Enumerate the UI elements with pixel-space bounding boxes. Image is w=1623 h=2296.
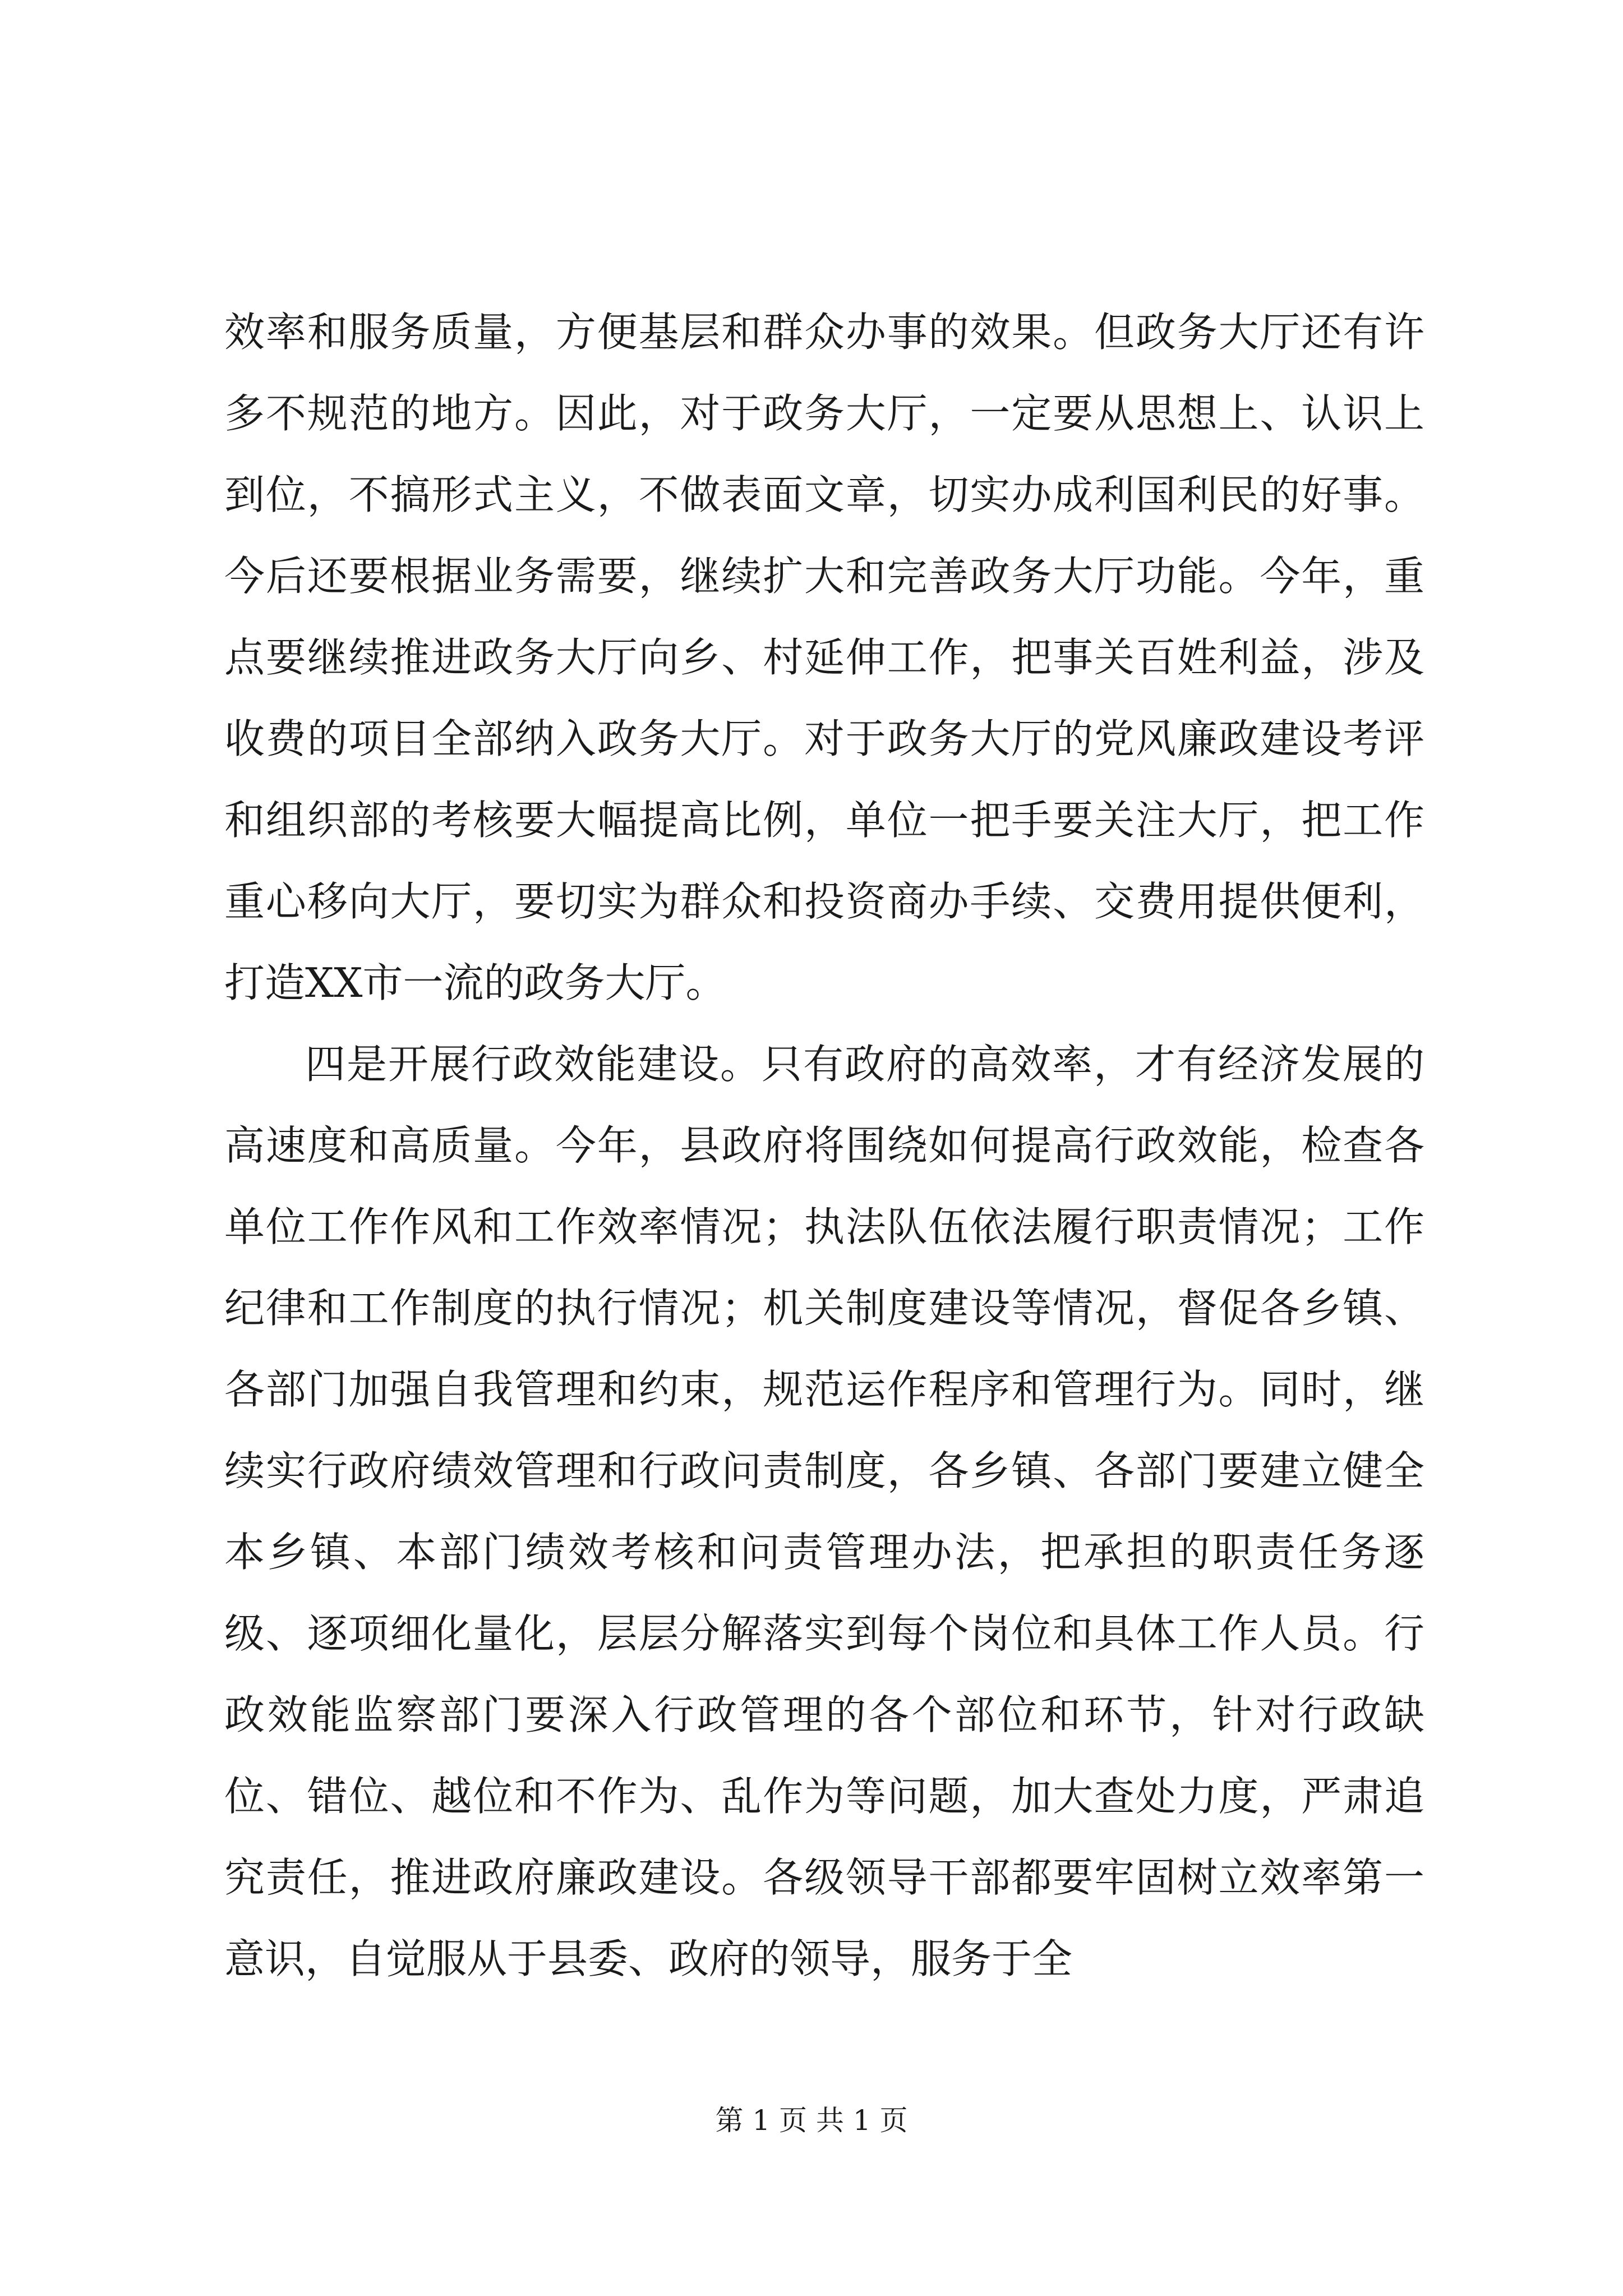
paragraph-1: 效率和服务质量，方便基层和群众办事的效果。但政务大厅还有许多不规范的地方。因此，对于政务大厅，一定要从思想上、认识上到位，不搞形式主义，不做表面文章，切实办成利国利民的好事。今后还要根据业务需要，继续扩大和完善政务大厅功能。今年，重点要继续推进政务大厅向乡、村延伸工作，把事关百姓利益，涉及收费的项目全部纳入政务大厅。对于政务大厅的党风廉政建设考评和组织部的考核要大幅提高比例，单位一把手要关注大厅，把工作重心移向大厅，要切实为群众和投资商办手续、交费用提供便利，打造XX市一流的政务大厅。 bbox=[224, 309, 1424, 1006]
page-number-footer: 第 1 页 共 1 页 bbox=[715, 2104, 908, 2137]
paragraph-2: 四是开展行政效能建设。只有政府的高效率，才有经济发展的高速度和高质量。今年，县政府将围绕如何提高行政效能，检查各单位工作作风和工作效率情况；执法队伍依法履行职责情况；工作纪律和工作制度的执行情况；机关制度建设等情况，督促各乡镇、各部门加强自我管理和约束，规范运作程序和管理行为。同时，继续实行政府绩效管理和行政问责制度，各乡镇、各部门要建立健全本乡镇、本部门绩效考核和问责管理办法，把承担的职责任务逐级、逐项细化量化，层层分解落实到每个岗位和具体工作人员。行政效能监察部门要深入行政管理的各个部位和环节，针对行政缺位、错位、越位和不作为、乱作为等问题，加大查处力度，严肃追究责任，推进政府廉政建设。各级领导干部都要牢固树立效率第一意识，自觉服从于县委、政府的领导，服务于全 bbox=[224, 1041, 1424, 1982]
document-body bbox=[224, 292, 1424, 2000]
